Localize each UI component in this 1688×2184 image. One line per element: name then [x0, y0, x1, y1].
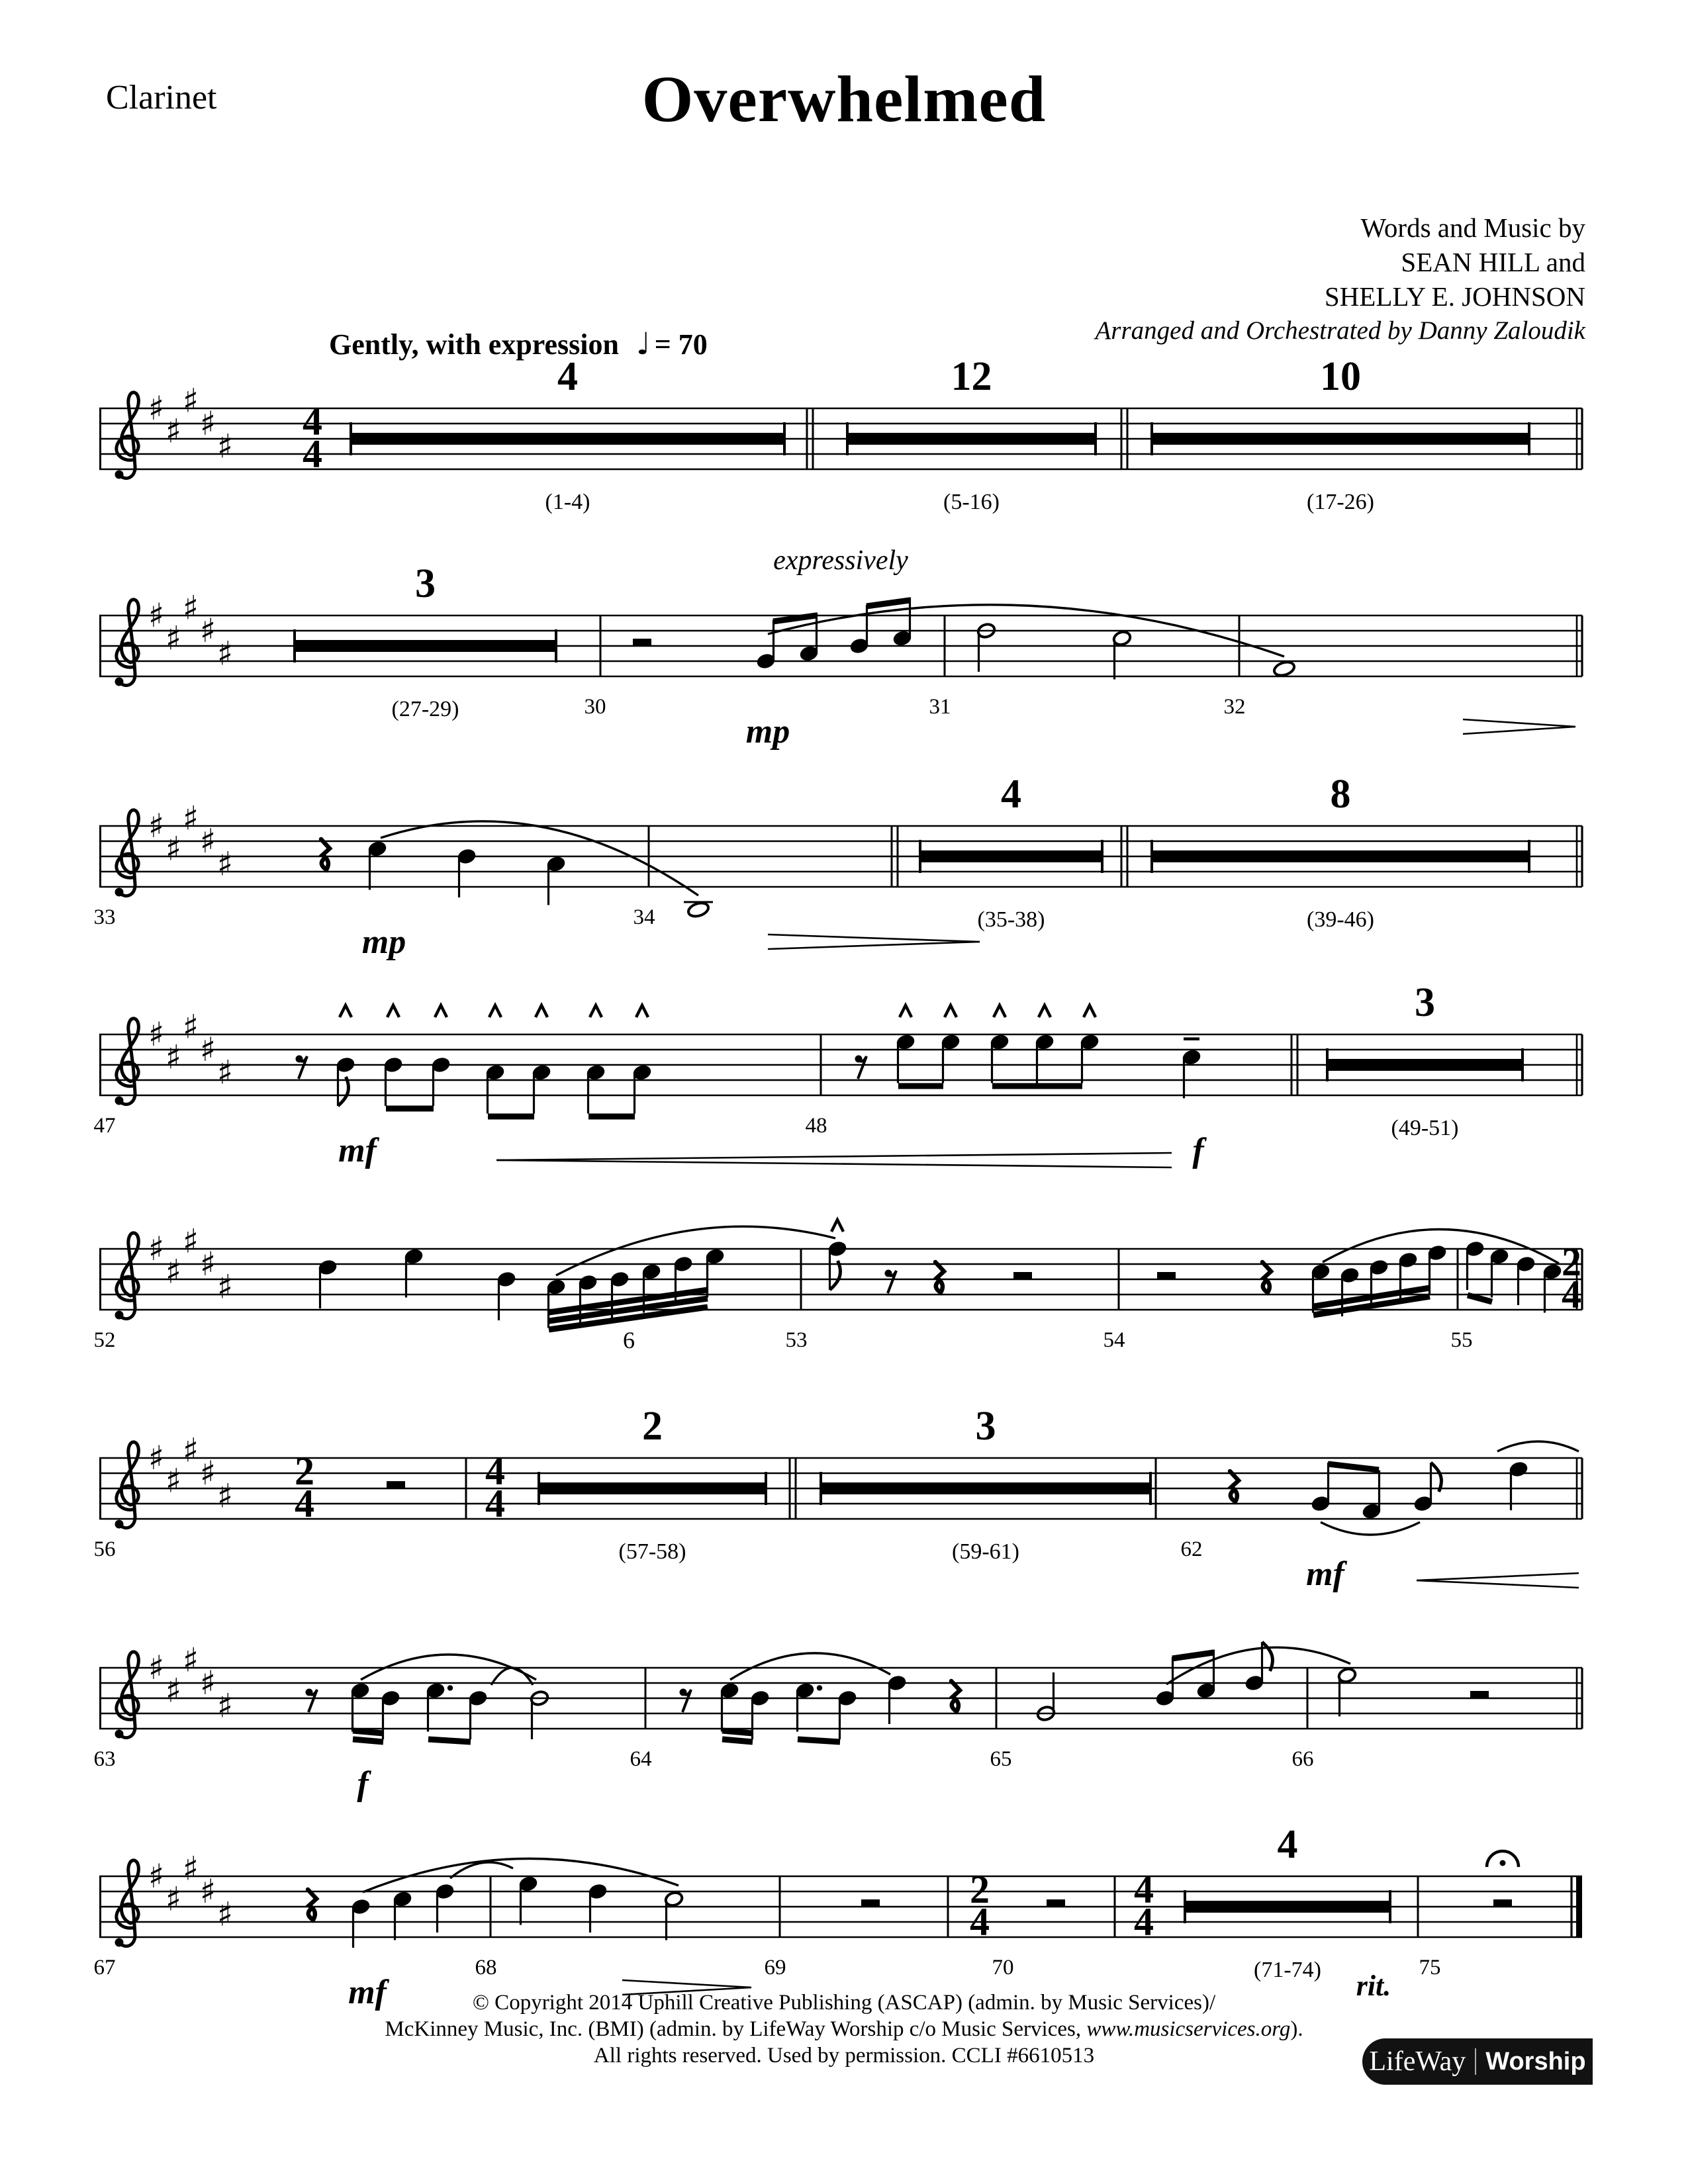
key-signature-sharp-icon: ♯: [182, 1222, 199, 1261]
marcato-accent-icon: [636, 1005, 648, 1017]
lifeway-worship-logo: [1362, 2038, 1593, 2085]
key-signature-sharp-icon: ♯: [182, 1849, 199, 1888]
beam: [798, 1739, 840, 1742]
credits-line: Words and Music by: [1360, 212, 1585, 243]
fermata-icon: [1500, 1860, 1506, 1866]
logo-name: LifeWay: [1369, 2046, 1466, 2077]
multimeasure-rest-cap: [1528, 840, 1530, 873]
beam: [867, 600, 910, 606]
key-signature-sharp-icon: ♯: [148, 596, 165, 635]
multirest-count: 12: [951, 354, 992, 399]
eighth-flag: [338, 1077, 349, 1106]
multimeasure-rest-cap: [1094, 422, 1097, 455]
credits-line: SHELLY E. JOHNSON: [1324, 281, 1585, 312]
quarter-rest: [1262, 1262, 1271, 1293]
marcato-accent-icon: [340, 1005, 352, 1017]
multirest-measure-range: (59-61): [952, 1539, 1019, 1564]
dynamic-marking: mf: [1306, 1555, 1344, 1593]
slur: [381, 821, 698, 895]
measure-number: 53: [785, 1328, 808, 1352]
multimeasure-rest-cap: [765, 1472, 767, 1505]
eighth-flag: [830, 1261, 841, 1290]
marcato-accent-icon: [994, 1005, 1006, 1017]
copyright-line-3: All rights reserved. Used by permission. CCLI #6610513: [593, 2044, 1095, 2068]
expression-text: expressively: [773, 545, 908, 576]
beam: [353, 1731, 383, 1733]
beam: [1468, 1295, 1492, 1302]
measure-number: 67: [93, 1956, 116, 1979]
time-signature: 2: [970, 1868, 990, 1911]
key-signature-sharp-icon: ♯: [199, 612, 216, 650]
key-signature-sharp-icon: ♯: [182, 1641, 199, 1680]
credits-line: SEAN HILL and: [1401, 247, 1585, 277]
multimeasure-rest-cap: [919, 840, 921, 873]
multirest-count: 3: [415, 561, 436, 606]
measure-number: 47: [93, 1114, 116, 1138]
half-rest: [1013, 1272, 1032, 1279]
measure-number: 32: [1223, 695, 1246, 719]
measure-number: 48: [805, 1114, 827, 1138]
multimeasure-rest-cap: [538, 1472, 540, 1505]
quarter-note-icon: ♩: [636, 326, 651, 361]
marcato-accent-icon: [945, 1005, 957, 1017]
measure-number: 30: [584, 695, 606, 719]
multimeasure-rest-cap: [1101, 840, 1103, 873]
final-barline: [1576, 1876, 1582, 1937]
key-signature-sharp-icon: ♯: [199, 1030, 216, 1069]
key-signature-sharp-icon: ♯: [148, 389, 165, 428]
measure-number: 55: [1450, 1328, 1473, 1352]
treble-clef-icon: [117, 1233, 139, 1319]
key-signature-sharp-icon: ♯: [216, 1895, 234, 1934]
multimeasure-rest-cap: [846, 422, 849, 455]
time-signature: 4: [970, 1900, 990, 1944]
measure-number: 54: [1103, 1328, 1125, 1352]
multimeasure-rest: [295, 640, 556, 652]
measure-number: 62: [1180, 1537, 1203, 1561]
multirest-measure-range: (35-38): [977, 907, 1045, 932]
multimeasure-rest-cap: [783, 422, 786, 455]
multimeasure-rest-cap: [1326, 1048, 1329, 1081]
treble-clef-icon: [115, 1311, 124, 1320]
key-signature-sharp-icon: ♯: [182, 588, 199, 627]
half-rest: [1470, 1691, 1489, 1698]
augmentation-dot: [447, 1685, 453, 1690]
measure-number: 31: [929, 695, 951, 719]
half-rest: [1047, 1899, 1065, 1907]
page-title: Overwhelmed: [641, 62, 1047, 136]
key-signature-sharp-icon: ♯: [182, 1007, 199, 1046]
multimeasure-rest: [847, 433, 1096, 445]
dynamic-marking: f: [1192, 1132, 1204, 1169]
multimeasure-rest: [1327, 1059, 1523, 1071]
key-signature-sharp-icon: ♯: [165, 1038, 182, 1077]
key-signature-sharp-icon: ♯: [199, 1454, 216, 1492]
copyright-line-1: © Copyright 2014 Uphill Creative Publishing (ASCAP) (admin. by Music Services)/: [472, 1991, 1216, 2015]
multimeasure-rest-cap: [1184, 1890, 1186, 1923]
multimeasure-rest-cap: [555, 629, 557, 662]
multirest-measure-range: (71-74): [1254, 1958, 1321, 1982]
decrescendo-hairpin: [622, 1980, 751, 1987]
marcato-accent-icon: [831, 1220, 843, 1232]
beam: [722, 1739, 753, 1742]
multirest-measure-range: (17-26): [1307, 490, 1374, 514]
marcato-accent-icon: [1039, 1005, 1051, 1017]
half-rest: [1157, 1272, 1176, 1279]
multimeasure-rest: [821, 1482, 1150, 1494]
dynamic-marking: f: [357, 1765, 369, 1803]
time-signature: 4: [303, 432, 322, 476]
multimeasure-rest: [1185, 1901, 1390, 1913]
key-signature-sharp-icon: ♯: [148, 1439, 165, 1477]
logo-divider: [1475, 2048, 1476, 2075]
key-signature-sharp-icon: ♯: [165, 829, 182, 868]
multirest-count: 10: [1320, 354, 1361, 399]
beam: [1328, 1464, 1379, 1470]
treble-clef-icon: [117, 600, 139, 686]
measure-number: 75: [1419, 1956, 1441, 1979]
treble-clef-icon: [115, 1520, 124, 1529]
treble-clef-icon: [115, 1097, 124, 1105]
multirest-count: 4: [557, 354, 578, 399]
multimeasure-rest: [920, 850, 1102, 862]
half-rest: [387, 1481, 405, 1488]
expression-text: rit.: [1356, 1970, 1391, 2002]
key-signature-sharp-icon: ♯: [182, 1431, 199, 1470]
key-signature-sharp-icon: ♯: [165, 1671, 182, 1710]
multimeasure-rest-cap: [293, 629, 296, 662]
treble-clef-icon: [115, 678, 124, 686]
key-signature-sharp-icon: ♯: [199, 1872, 216, 1911]
key-signature-sharp-icon: ♯: [148, 1649, 165, 1687]
beam: [1172, 1653, 1213, 1659]
notehead: [686, 901, 710, 919]
quarter-rest: [951, 1681, 960, 1711]
key-signature-sharp-icon: ♯: [165, 619, 182, 658]
marcato-accent-icon: [435, 1005, 447, 1017]
treble-clef-icon: [115, 888, 124, 897]
key-signature-sharp-icon: ♯: [199, 1664, 216, 1702]
marcato-accent-icon: [536, 1005, 547, 1017]
measure-number: 63: [93, 1747, 116, 1771]
multirest-count: 8: [1330, 772, 1351, 817]
notehead: [1272, 660, 1295, 678]
measure-number: 34: [633, 905, 655, 929]
multimeasure-rest: [351, 433, 784, 445]
treble-clef-icon: [117, 810, 139, 896]
marcato-accent-icon: [900, 1005, 912, 1017]
multirest-count: 4: [1277, 1822, 1298, 1867]
measure-number: 70: [992, 1956, 1014, 1979]
half-rest: [633, 639, 651, 646]
multirest-measure-range: (1-4): [545, 490, 590, 514]
multimeasure-rest-cap: [820, 1472, 822, 1505]
beam: [722, 1731, 753, 1733]
time-signature: 2: [1562, 1240, 1581, 1284]
key-signature-sharp-icon: ♯: [216, 1053, 234, 1092]
multimeasure-rest: [1152, 433, 1529, 445]
key-signature-sharp-icon: ♯: [216, 1477, 234, 1516]
beam: [773, 615, 816, 621]
multirest-count: 3: [1415, 980, 1435, 1025]
key-signature-sharp-icon: ♯: [182, 799, 199, 838]
time-signature: 4: [295, 1482, 314, 1525]
multimeasure-rest-cap: [1521, 1048, 1524, 1081]
multirest-measure-range: (57-58): [618, 1539, 686, 1564]
measure-number: 65: [990, 1747, 1012, 1771]
key-signature-sharp-icon: ♯: [148, 1230, 165, 1268]
multirest-measure-range: (27-29): [391, 697, 459, 721]
key-signature-sharp-icon: ♯: [165, 412, 182, 451]
key-signature-sharp-icon: ♯: [216, 1686, 234, 1725]
multirest-measure-range: (5-16): [943, 490, 1000, 514]
multirest-measure-range: (39-46): [1307, 907, 1374, 932]
tuplet-number: 6: [623, 1327, 635, 1353]
decrescendo-hairpin: [1463, 719, 1575, 727]
tempo-value: = 70: [654, 328, 708, 361]
measure-number: 33: [93, 905, 116, 929]
multimeasure-rest-cap: [1149, 1472, 1152, 1505]
treble-clef-icon: [115, 1938, 124, 1947]
key-signature-sharp-icon: ♯: [216, 427, 234, 466]
time-signature: 2: [295, 1449, 314, 1493]
slur: [1497, 1441, 1579, 1451]
measure-number: 68: [475, 1956, 497, 1979]
slur: [1321, 1522, 1420, 1535]
eighth-flag: [1431, 1463, 1442, 1492]
time-signature: 4: [303, 400, 322, 443]
key-signature-sharp-icon: ♯: [148, 1015, 165, 1054]
quarter-rest: [308, 1889, 316, 1920]
dynamic-marking: mp: [745, 713, 790, 751]
augmentation-dot: [817, 1685, 822, 1690]
multimeasure-rest-cap: [1389, 1890, 1391, 1923]
multimeasure-rest-cap: [1528, 422, 1530, 455]
measure-number: 69: [764, 1956, 786, 1979]
multirest-measure-range: (49-51): [1391, 1116, 1459, 1140]
multimeasure-rest-cap: [350, 422, 352, 455]
key-signature-sharp-icon: ♯: [199, 822, 216, 860]
quarter-rest: [321, 839, 330, 870]
multirest-count: 3: [975, 1404, 996, 1449]
treble-clef-icon: [117, 1860, 139, 1946]
multimeasure-rest-cap: [1150, 840, 1153, 873]
measure-number: 64: [630, 1747, 652, 1771]
dynamic-marking: mf: [338, 1132, 377, 1169]
slur: [730, 1653, 890, 1680]
key-signature-sharp-icon: ♯: [165, 1880, 182, 1919]
tenuto-mark-icon: [1184, 1038, 1199, 1041]
measure-number: 56: [93, 1537, 116, 1561]
marcato-accent-icon: [387, 1005, 399, 1017]
half-rest: [861, 1899, 880, 1907]
time-signature: 4: [485, 1449, 505, 1493]
time-signature: 4: [1134, 1900, 1154, 1944]
measure-number: 66: [1291, 1747, 1314, 1771]
time-signature: 4: [485, 1482, 505, 1525]
key-signature-sharp-icon: ♯: [216, 1267, 234, 1306]
time-signature: 4: [1562, 1273, 1581, 1316]
time-signature: 4: [1134, 1868, 1154, 1911]
key-signature-sharp-icon: ♯: [165, 1252, 182, 1291]
slur: [556, 1226, 835, 1275]
multimeasure-rest-cap: [1150, 422, 1153, 455]
treble-clef-icon: [117, 1019, 139, 1105]
treble-clef-icon: [115, 471, 124, 479]
marcato-accent-icon: [489, 1005, 501, 1017]
arranger-line: Arranged and Orchestrated by Danny Zaloudik: [1095, 316, 1585, 345]
logo-division: Worship: [1485, 2047, 1586, 2075]
multimeasure-rest: [539, 1482, 766, 1494]
key-signature-sharp-icon: ♯: [148, 807, 165, 845]
multirest-count: 4: [1001, 772, 1021, 817]
dynamic-marking: mf: [348, 1974, 387, 2011]
tempo-text: Gently, with expression: [329, 328, 620, 361]
measure-number: 52: [93, 1328, 116, 1352]
treble-clef-icon: [115, 1730, 124, 1739]
copyright-url: www.musicservices.org: [1086, 2017, 1291, 2041]
eighth-flag: [1262, 1642, 1273, 1671]
instrument-label: Clarinet: [106, 79, 217, 116]
marcato-accent-icon: [590, 1005, 602, 1017]
beam: [353, 1739, 383, 1742]
key-signature-sharp-icon: ♯: [199, 1245, 216, 1283]
copyright-line-2: McKinney Music, Inc. (BMI) (admin. by LifeWay Worship c/o Music Services, www.musicservices.org).: [385, 2017, 1303, 2041]
key-signature-sharp-icon: ♯: [216, 634, 234, 673]
marcato-accent-icon: [1084, 1005, 1096, 1017]
half-rest: [1493, 1899, 1512, 1907]
quarter-rest: [1230, 1471, 1239, 1502]
key-signature-sharp-icon: ♯: [182, 381, 199, 420]
beam: [428, 1739, 471, 1742]
multimeasure-rest: [1152, 850, 1529, 862]
dynamic-marking: mp: [361, 923, 406, 961]
key-signature-sharp-icon: ♯: [216, 844, 234, 884]
treble-clef-icon: [117, 392, 139, 478]
treble-clef-icon: [117, 1652, 139, 1738]
key-signature-sharp-icon: ♯: [148, 1857, 165, 1895]
multirest-count: 2: [642, 1404, 663, 1449]
key-signature-sharp-icon: ♯: [165, 1461, 182, 1500]
key-signature-sharp-icon: ♯: [199, 404, 216, 443]
treble-clef-icon: [117, 1442, 139, 1528]
quarter-rest: [935, 1262, 944, 1293]
